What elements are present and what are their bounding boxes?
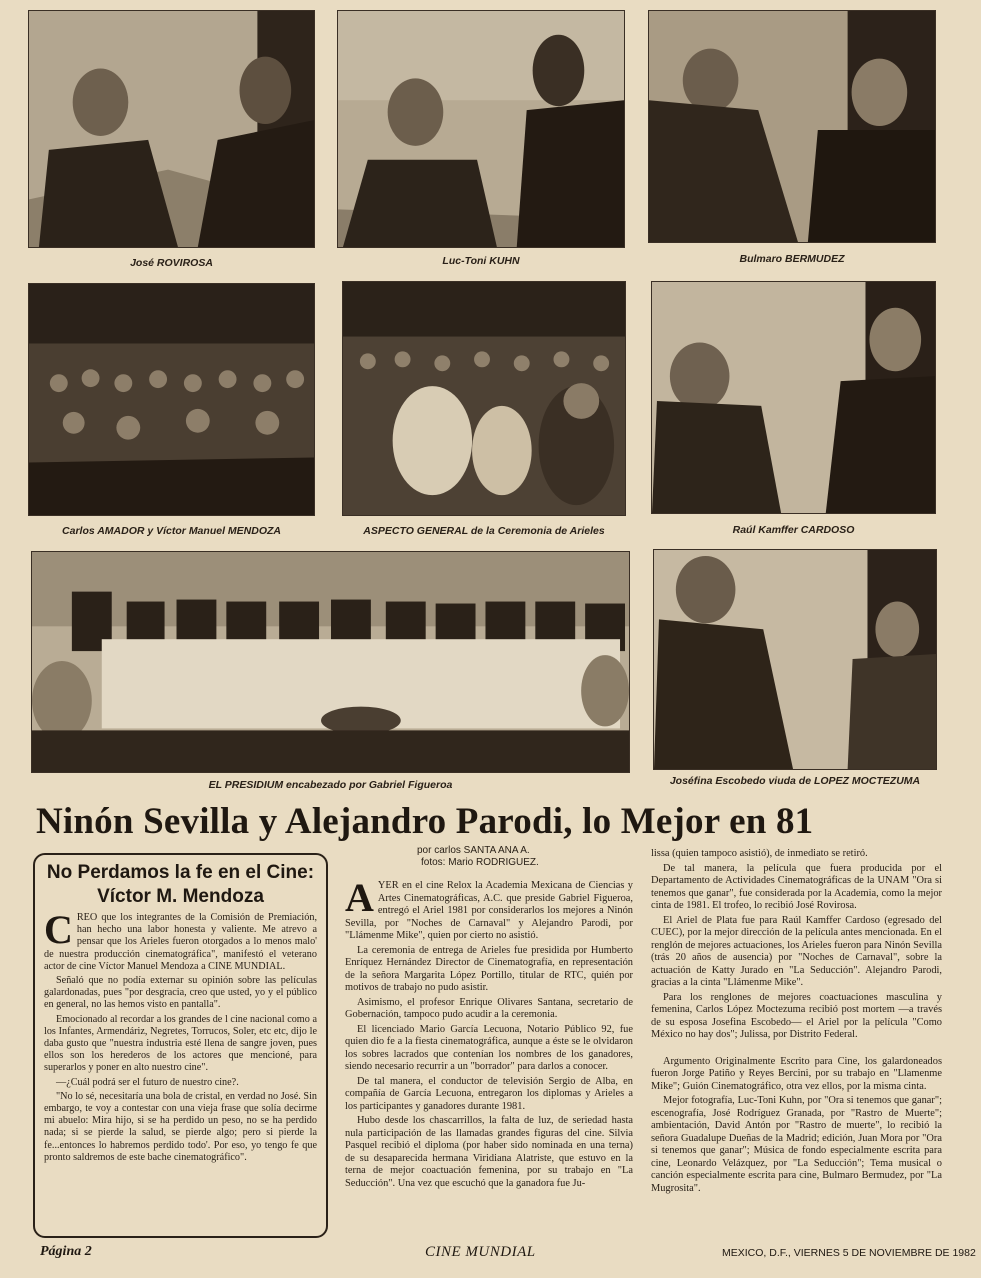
sidebar-box (33, 853, 328, 1238)
photo-bulmaro-bermudez (648, 10, 936, 243)
publication-name: CINE MUNDIAL (425, 1244, 536, 1260)
page-number: Página 2 (40, 1244, 92, 1259)
sidebar-paragraph: "No lo sé, necesitaría una bola de cristal, en verdad no José. Sin embargo, te voy a contestar con una vieja frase que solía decirme mi abuelo: Mira hijo, si se ha perdido un peso, no se ha perdido nada; si se pierde la salud, se pierde algo; pero si pierde la fe...entonces lo habremos perdido todo'. Por eso, yo tengo fe que pronto saldremos de este bache cinematográfico". (44, 1090, 317, 1163)
caption-photo4: Carlos AMADOR y Víctor Manuel MENDOZA (62, 525, 281, 537)
article-paragraph: Argumento Originalmente Escrito para Cine, los galardoneados fueron Jorge Patiño y Reyes Bercini, por su trabajo en "Llamenme Mike"; Guión Cinematográfico, otra vez ellos, por la misma cinta. (651, 1055, 942, 1092)
sidebar-paragraph: REO que los integrantes de la Comisión de Premiación, han hecho una labor honesta y valiente. Me atrevo a pensar que los Arieles fueron otorgados a lo menos malo' de nuestra producción cinematográfica", manifestó el veterano actor de cine Víctor Manuel Mendoza a CINE MUNDIAL. (44, 912, 317, 972)
byline (417, 845, 647, 869)
sidebar-dropcap: C (44, 907, 73, 952)
byline-photos: fotos: Mario RODRIGUEZ. (421, 857, 539, 868)
dateline: MEXICO, D.F., VIERNES 5 DE NOVIEMBRE DE 1982 (722, 1247, 976, 1259)
photo-josefina-escobedo (653, 549, 937, 770)
photo-raul-kamffer (651, 281, 936, 514)
article-paragraph: De tal manera, la película que fuera producida por el Departamento de Actividades Cinematográficas de la UNAM "Ora si tenemos que ganar", fue considerada por la Academia, como la mejor cinta de 1981. El trofeo, lo recibió José Rovirosa. (651, 862, 942, 911)
caption-photo1: José ROVIROSA (130, 257, 213, 269)
sidebar-text (44, 907, 317, 1164)
sidebar-paragraph: —¿Cuál podrá ser el futuro de nuestro cine?. (56, 1076, 239, 1088)
caption-photo5: ASPECTO GENERAL de la Ceremonia de Arieles (363, 525, 605, 537)
byline-author: por carlos SANTA ANA A. (417, 845, 530, 856)
caption-photo6: Raúl Kamffer CARDOSO (732, 524, 855, 536)
sidebar-title: No Perdamos la fe en el Cine: Víctor M. Mendoza (46, 862, 315, 907)
article-paragraph: Hubo desde los chascarrillos, la falta de luz, de seriedad hasta nula participación de las llamadas grandes figuras del cine. Silvia Pasquel recibió el diploma (por haber sido nominada en una terna) de su desaparecida hermana Viridiana Alatriste, que estuvo en la terna de mejor coactuación femenina, por su trabajo en "La Seducción". Una vez que escuchó que la ganadora fue Ju- (345, 1115, 633, 1189)
sidebar-paragraph: Señaló que no podía externar su opinión sobre las películas galardonadas, pues "por desgracia, creo que usted, yo y el público en general, no las hemos visto en pantalla". (44, 975, 317, 1011)
article-paragraph: YER en el cine Relox la Academia Mexicana de Ciencias y Artes Cinematográficas, A.C. que preside Gabriel Figueroa, entregó el Ariel 1981 por considerarlos los mejores a Ninón Sevilla, por "Noches de Carnaval" y Alejandro Parodi, por "Llámenme Mike", quien por cierto no asistió. (345, 880, 633, 941)
article-column-1 (345, 880, 633, 1236)
sidebar-paragraph: Emocionado al recordar a los grandes de l cine nacional como a los Infantes, Armendáriz, Negretes, Torrucos, Soler, etc etc, dijo le daba gusto que "nuestra industria esté llena de sangre joven, pues ellos son los herederos de los actores que mencioné, para superarlos y poner en alto nuestro cine". (44, 1013, 317, 1074)
article-column-2 (651, 848, 942, 1238)
caption-photo2: Luc-Toni KUHN (442, 255, 520, 267)
photo-carlos-amador (28, 283, 315, 516)
article-paragraph: De tal manera, el conductor de televisión Sergio de Alba, en compañía de García Lecuona, entregaron los diplomas y Arieles a los participantes y ganadores durante 1981. (345, 1075, 633, 1112)
article-paragraph: El licenciado Mario García Lecuona, Notario Público 92, fue quien dio fe a la fiesta cinematográfica, aunque a éste se le olvidaron los sobres lacrados que contenían los nombres de los ganadores, siendo necesario recurrir a un "borrador" para darlos a conocer. (345, 1023, 633, 1072)
article-paragraph: Mejor fotografía, Luc-Toni Kuhn, por "Ora si tenemos que ganar"; escenografía, José Rodríguez Granada, por "Rastro de Muerte"; ambientación, David Antón por "Rastro de muerte", lo recibió la señora Guadalupe Dueñas de la Madrid; edición, Juan Mora por "Ora si tenemos que ganar"; Música de fondo especialmente escrita para cine, Leonardo Velázquez, por "La Seducción"; Tema musical o canción especialmente escrita para cine, Bulmaro Bermudez, por "La Mugrosita". (651, 1095, 942, 1194)
caption-photo8: Joséfina Escobedo viuda de LOPEZ MOCTEZUMA (669, 775, 921, 787)
caption-photo3: Bulmaro BERMUDEZ (739, 253, 845, 265)
article-paragraph: La ceremonia de entrega de Arieles fue presidida por Humberto Enríquez Hernández Director de Cinematografía, en representación de la señora Margarita López Portillo, titular de RTC, quién por motivos de trabajo no pudo asistir. (345, 944, 633, 993)
article-paragraph: El Ariel de Plata fue para Raúl Kamffer Cardoso (egresado del CUEC), por la mejor dirección de la película antes mencionada. En el renglón de mejores actuaciones, los Arieles fueron para Ninón Sevilla (trás 20 años de ausencia) por "Noches de Carnaval", sobre la actuación de Katty Jurado en "La Seducción". Alejandro Parodi, gracias a la cinta "Llámenme Mike". (651, 914, 942, 988)
caption-photo7: EL PRESIDIUM encabezado por Gabriel Figueroa (208, 779, 453, 791)
article-paragraph: Para los renglones de mejores coactuaciones masculina y femenina, Carlos López Moctezuma recibió post mortem —a través de su esposa Josefina Escobedo— el Ariel por la película "Como México no hay dos"; Julissa, por Distrito Federal. (651, 991, 942, 1040)
photo-jose-rovirosa (28, 10, 315, 248)
photo-presidium (31, 551, 630, 773)
article-paragraph: Asimismo, el profesor Enrique Olivares Santana, secretario de Gobernación, tampoco pudo acudir a la ceremonia. (345, 996, 633, 1020)
photo-luc-toni-kuhn (337, 10, 625, 248)
headline: Ninón Sevilla y Alejandro Parodi, lo Mejor en 81 (36, 801, 814, 842)
article-dropcap: A (345, 880, 374, 920)
photo-aspecto-general (342, 281, 626, 516)
article-paragraph: lissa (quien tampoco asistió), de inmediato se retiró. (651, 848, 868, 859)
